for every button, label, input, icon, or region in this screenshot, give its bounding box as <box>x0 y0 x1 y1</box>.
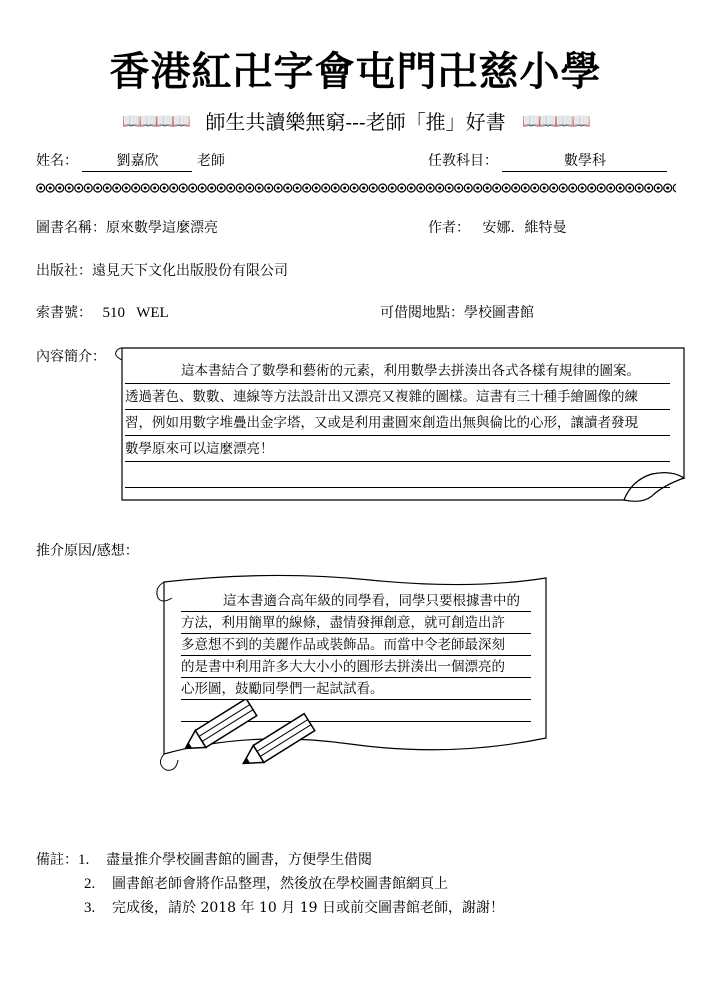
summary-label: 內容簡介： <box>36 349 106 365</box>
reason-line: 方法，利用簡單的線條，盡情發揮創意，就可創造出許 <box>181 612 531 634</box>
location-value: 學校圖書館 <box>464 305 534 321</box>
call-number-label: 索書號： <box>36 305 92 321</box>
subtitle-row <box>0 106 711 135</box>
book-title-value: 原來數學這麼漂亮 <box>106 220 218 236</box>
notes-label: 備註： <box>36 852 78 868</box>
author-label: 作者： <box>428 220 470 236</box>
school-title: 香港紅卍字會屯門卍慈小學 <box>109 48 602 95</box>
summary-text <box>125 358 670 488</box>
note-item: 2. 圖書館老師會將作品整理，然後放在學校圖書館網頁上 <box>84 876 448 892</box>
subject-value: 數學科 <box>502 150 667 172</box>
notes-section <box>36 848 504 920</box>
teacher-title-suffix: 老師 <box>196 153 225 169</box>
book-title-row <box>36 217 218 237</box>
location-label: 可借閱地點： <box>380 305 464 321</box>
reason-line: 的是書中利用許多大大小小的圓形去拼湊出一個漂亮的 <box>181 656 531 678</box>
author-row <box>428 217 566 237</box>
reason-line: 這本書適合高年級的同學看，同學只要根據書中的 <box>181 590 531 612</box>
summary-line: 這本書結合了數學和藝術的元素，利用數學去拼湊出各式各樣有規律的圖案。 <box>125 358 670 384</box>
teacher-name-row <box>36 150 225 172</box>
subject-row <box>428 150 667 172</box>
name-label: 姓名： <box>36 153 78 169</box>
open-book-icon: 📖📖📖📖 <box>522 111 589 130</box>
subject-label: 任教科目： <box>428 153 498 169</box>
decorative-border-icon <box>36 182 676 194</box>
note-item: 備註：1. 盡量推介學校圖書館的圖書，方便學生借閱 <box>36 852 372 868</box>
open-book-icon: 📖📖📖📖 <box>122 111 189 130</box>
author-value: 安娜．維特曼 <box>482 220 567 236</box>
summary-line: 數學原來可以這麼漂亮！ <box>125 436 670 462</box>
decorative-border-strip <box>36 182 676 194</box>
publisher-label: 出版社： <box>36 263 92 279</box>
book-title-label: 圖書名稱： <box>36 220 106 236</box>
reason-line: 多意想不到的美麗作品或裝飾品。而當中令老師最深刻 <box>181 634 531 656</box>
call-number-row <box>36 302 169 322</box>
reason-label: 推介原因/感想： <box>36 543 139 559</box>
reason-line: 心形圖，鼓勵同學們一起試試看。 <box>181 678 531 700</box>
publisher-row <box>36 260 288 280</box>
pencils-icon <box>170 700 330 790</box>
call-number-value: 510 WEL <box>102 305 169 321</box>
publisher-value: 遠見天下文化出版股份有限公司 <box>92 263 288 279</box>
note-item: 3. 完成後，請於 2018 年 10 月 19 日或前交圖書館老師，謝謝！ <box>84 900 504 916</box>
subtitle: 師生共讀樂無窮---老師「推」好書 <box>205 110 506 134</box>
summary-blank-line <box>125 462 670 488</box>
summary-line: 習，例如用數字堆疊出金字塔，又或是利用畫圓來創造出無與倫比的心形，讓讀者發現 <box>125 410 670 436</box>
location-row <box>380 302 534 322</box>
teacher-name-value: 劉嘉欣 <box>82 150 192 172</box>
summary-line: 透過著色、數數、連線等方法設計出又漂亮又複雜的圖樣。這書有三十種手繪圖像的練 <box>125 384 670 410</box>
